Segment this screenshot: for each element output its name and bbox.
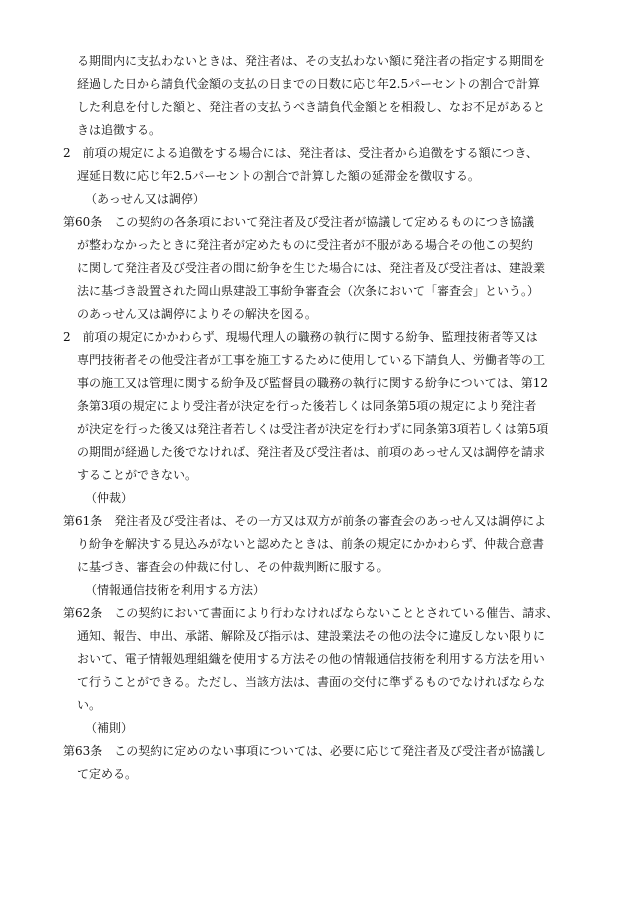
text-line: り紛争を解決する見込みがないと認めたときは、前条の規定にかかわらず、仲裁合意書 <box>77 537 545 551</box>
text-line: することができない。 <box>77 468 198 482</box>
text-line: が整わなかったときに発注者が定めたものに受注者が不服がある場合その他この契約 <box>77 238 534 252</box>
text-line: に関して発注者及び受注者の間に紛争を生じた場合には、発注者及び受注者は、建設業 <box>77 261 546 275</box>
text-line: 通知、報告、申出、承諾、解除及び指示は、建設業法その他の法令に違反しない限りに <box>77 629 546 643</box>
article-caption: （仲裁） <box>85 491 134 505</box>
text-line: の期間が経過した後でなければ、発注者及び受注者は、前項のあっせん又は調停を請求 <box>77 445 545 459</box>
text-line: した利息を付した額と、発注者の支払うべき請負代金額とを相殺し、なお不足があると <box>77 100 546 114</box>
text-line: きは追徴する。 <box>77 123 162 137</box>
text-line: て行うことができる。ただし、当該方法は、書面の交付に準ずるものでなければならな <box>77 675 546 689</box>
article-caption: （情報通信技術を利用する方法） <box>85 583 266 597</box>
text-line: 専門技術者その他受注者が工事を施工するために使用している下請負人、労働者等の工 <box>77 353 546 367</box>
text-line: 遅延日数に応じ年2.5パーセントの割合で計算した額の延滞金を徴収する。 <box>77 169 480 183</box>
text-line: のあっせん又は調停によりその解決を図る。 <box>77 307 317 321</box>
text-line: 条第3項の規定により受注者が決定を行った後若しくは同条第5項の規定により発注者 <box>77 399 537 413</box>
article-62-heading-line: 第62条 この契約において書面により行わなければならないこととされている催告、請求、 <box>63 606 559 620</box>
text-line: 法に基づき設置された岡山県建設工事紛争審査会（次条において「審査会」という。） <box>77 284 540 298</box>
text-line: い。 <box>77 698 102 712</box>
article-63-heading-line: 第63条 この契約に定めのない事項については、必要に応じて発注者及び受注者が協議し <box>63 744 547 758</box>
article-caption: （あっせん又は調停） <box>85 192 205 206</box>
text-line: 事の施工又は管理に関する紛争及び監督員の職務の執行に関する紛争については、第12 <box>77 376 549 390</box>
text-line: て定める。 <box>77 767 138 781</box>
paragraph-2-line: 2 前項の規定にかかわらず、現場代理人の職務の執行に関する紛争、監理技術者等又は <box>63 330 538 344</box>
text-line: おいて、電子情報処理組織を使用する方法その他の情報通信技術を利用する方法を用い <box>77 652 545 666</box>
text-line: が決定を行った後又は発注者若しくは受注者が決定を行わずに同条第3項若しくは第5項 <box>77 422 549 436</box>
article-61-heading-line: 第61条 発注者及び受注者は、その一方又は双方が前条の審査会のあっせん又は調停によ <box>63 514 547 528</box>
paragraph-2-line: 2 前項の規定による追徴をする場合には、発注者は、受注者から追徴をする額につき、 <box>63 146 538 160</box>
text-line: 経過した日から請負代金額の支払の日までの日数に応じ年2.5パーセントの割合で計算 <box>77 77 540 91</box>
article-60-heading-line: 第60条 この契約の各条項において発注者及び受注者が協議して定めるものにつき協議 <box>63 215 535 229</box>
text-line: る期間内に支払わないときは、発注者は、その支払わない額に発注者の指定する期間を <box>77 54 546 68</box>
text-line: に基づき、審査会の仲裁に付し、その仲裁判断に服する。 <box>77 560 389 574</box>
article-caption: （補則） <box>85 721 134 735</box>
